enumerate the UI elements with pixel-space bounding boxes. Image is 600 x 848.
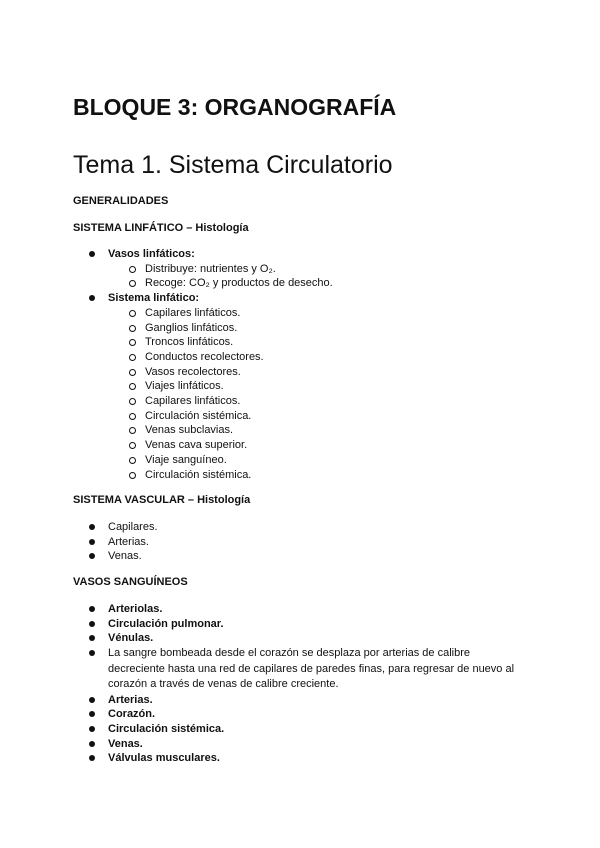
item-text: Arteriolas. bbox=[108, 603, 163, 615]
list-item bbox=[129, 262, 529, 277]
tema-title: Tema 1. Sistema Circulatorio bbox=[73, 151, 393, 179]
vascular-heading: SISTEMA VASCULAR – Histología bbox=[73, 494, 251, 506]
sub-item-text: Venas subclavias. bbox=[145, 424, 234, 437]
list-item bbox=[89, 737, 529, 752]
circle-bullet-icon bbox=[129, 398, 136, 405]
sub-item-text: Conductos recolectores. bbox=[145, 350, 264, 363]
list-item bbox=[129, 468, 529, 483]
bullet-icon bbox=[89, 726, 95, 732]
circle-bullet-icon bbox=[129, 325, 136, 332]
vasos-linfaticos-sublist bbox=[129, 262, 529, 291]
item-text: Corazón. bbox=[108, 708, 156, 721]
item-text: Venas. bbox=[108, 550, 142, 563]
sub-item-text: Circulación sistémica. bbox=[145, 409, 252, 422]
circle-bullet-icon bbox=[129, 383, 136, 390]
bullet-icon bbox=[89, 621, 95, 627]
list-item bbox=[129, 379, 529, 394]
list-item bbox=[89, 617, 529, 632]
sub-item-text: Viaje sanguíneo. bbox=[145, 453, 227, 466]
bullet-icon bbox=[89, 650, 95, 656]
bullet-icon bbox=[89, 539, 95, 545]
sub-item-text: Capilares linfáticos. bbox=[145, 306, 241, 319]
sistema-linfatico-sublist bbox=[129, 306, 529, 482]
linfatico-list bbox=[89, 247, 529, 482]
list-item bbox=[129, 306, 529, 321]
list-item bbox=[129, 453, 529, 468]
bullet-icon bbox=[89, 697, 95, 703]
list-item bbox=[89, 520, 529, 535]
list-item bbox=[129, 409, 529, 424]
circle-bullet-icon bbox=[129, 354, 136, 361]
vascular-list bbox=[89, 520, 529, 564]
circle-bullet-icon bbox=[129, 457, 136, 464]
bullet-icon bbox=[89, 606, 95, 612]
item-text: Circulación sistémica. bbox=[108, 723, 225, 736]
list-item bbox=[129, 321, 529, 336]
list-item bbox=[89, 722, 529, 737]
list-item bbox=[89, 707, 529, 722]
list-item bbox=[89, 535, 529, 550]
bullet-icon bbox=[89, 295, 95, 301]
sub-item-text: Distribuye: nutrientes y O₂. bbox=[145, 262, 276, 275]
bullet-icon bbox=[89, 711, 95, 717]
bullet-icon bbox=[89, 553, 95, 559]
sub-item-text: Ganglios linfáticos. bbox=[145, 321, 238, 334]
item-text: Capilares. bbox=[108, 521, 158, 533]
list-item bbox=[129, 335, 529, 350]
circle-bullet-icon bbox=[129, 280, 136, 287]
list-item bbox=[89, 602, 529, 617]
bullet-icon bbox=[89, 524, 95, 530]
paragraph-text: La sangre bombeada desde el corazón se desplaza por arterias de calibre decreciente hasta una red de capilares de paredes finas, para regresar de nuevo al corazón a través de venas de calibre creciente. bbox=[108, 647, 515, 691]
list-item bbox=[129, 394, 529, 409]
vasos-list bbox=[89, 602, 529, 766]
list-item bbox=[89, 751, 529, 766]
circle-bullet-icon bbox=[129, 427, 136, 434]
bullet-icon bbox=[89, 251, 95, 257]
sub-item-text: Viajes linfáticos. bbox=[145, 380, 224, 393]
vasos-heading: VASOS SANGUÍNEOS bbox=[73, 576, 188, 588]
generalidades-heading: GENERALIDADES bbox=[73, 195, 169, 207]
list-item bbox=[89, 549, 529, 564]
sub-item-text: Recoge: CO₂ y productos de desecho. bbox=[145, 277, 333, 290]
item-text: Válvulas musculares. bbox=[108, 752, 220, 765]
bloque-title: BLOQUE 3: ORGANOGRAFÍA bbox=[73, 94, 397, 120]
item-text: Circulación pulmonar. bbox=[108, 617, 224, 630]
sub-item-text: Circulación sistémica. bbox=[145, 468, 252, 481]
list-item bbox=[129, 438, 529, 453]
list-item bbox=[129, 276, 529, 291]
bullet-icon bbox=[89, 741, 95, 747]
list-item bbox=[89, 247, 529, 291]
circle-bullet-icon bbox=[129, 266, 136, 273]
sistema-linfatico-label: Sistema linfático: bbox=[108, 292, 200, 305]
circle-bullet-icon bbox=[129, 413, 136, 420]
circle-bullet-icon bbox=[129, 472, 136, 479]
circle-bullet-icon bbox=[129, 339, 136, 346]
circle-bullet-icon bbox=[129, 442, 136, 449]
list-item bbox=[89, 646, 529, 693]
item-text: Arterias. bbox=[108, 535, 149, 548]
circle-bullet-icon bbox=[129, 310, 136, 317]
list-item bbox=[129, 350, 529, 365]
bullet-icon bbox=[89, 635, 95, 641]
sub-item-text: Venas cava superior. bbox=[145, 439, 248, 452]
sub-item-text: Capilares linfáticos. bbox=[145, 395, 241, 408]
sub-item-text: Troncos linfáticos. bbox=[145, 336, 234, 349]
vasos-linfaticos-label: Vasos linfáticos: bbox=[108, 248, 195, 260]
circle-bullet-icon bbox=[129, 369, 136, 376]
list-item bbox=[89, 291, 529, 482]
item-text: Arterias. bbox=[108, 693, 153, 706]
bullet-icon bbox=[89, 755, 95, 761]
linfatico-heading: SISTEMA LINFÁTICO – Histología bbox=[73, 222, 249, 234]
list-item bbox=[89, 631, 529, 646]
list-item bbox=[129, 365, 529, 380]
list-item bbox=[129, 423, 529, 438]
item-text: Venas. bbox=[108, 737, 143, 750]
item-text: Vénulas. bbox=[108, 632, 154, 645]
sub-item-text: Vasos recolectores. bbox=[145, 365, 241, 378]
list-item bbox=[89, 693, 529, 708]
